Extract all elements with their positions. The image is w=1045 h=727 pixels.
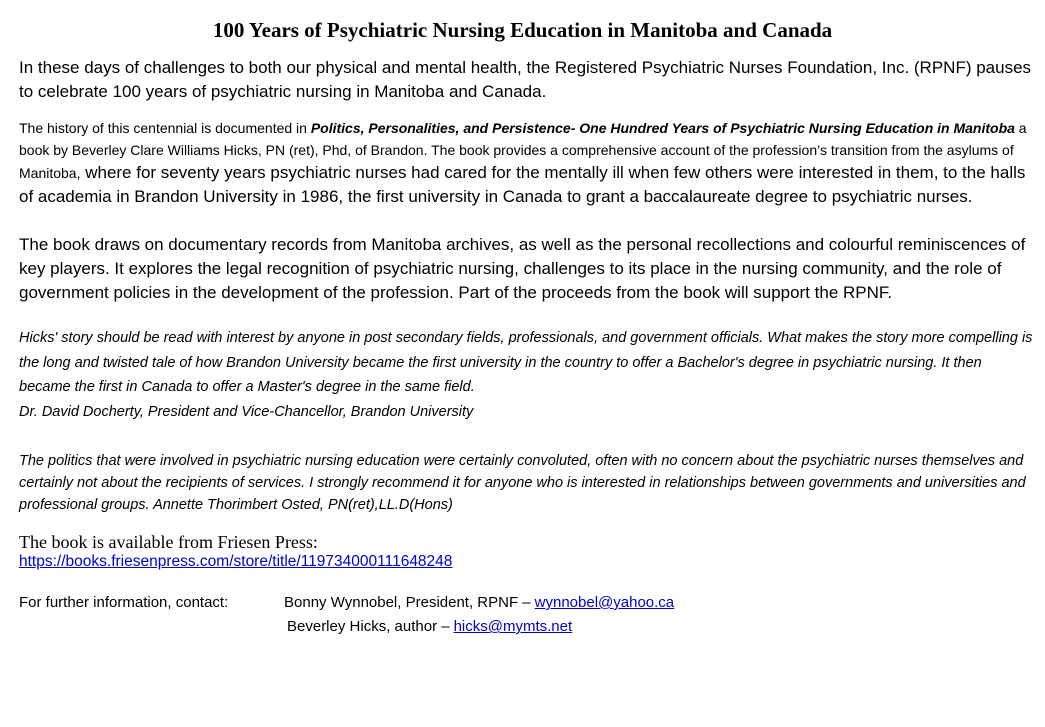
book-title: Politics, Personalities, and Persistence- One Hundred Years of Psychiatric Nursing Education in Manitoba [310,120,1015,136]
history-lead: The history of this centennial is documented in [19,120,311,136]
contact-row-author [19,615,1045,639]
quote-docherty [19,326,1034,424]
contact-label: For further information, contact: [19,594,229,611]
email-link-president[interactable]: wynnobel@yahoo.ca [534,594,675,611]
friesen-press-link[interactable]: https://books.friesenpress.com/store/title/119734000111648248 [19,553,453,570]
quote-osted [19,450,1034,516]
quote-osted-attribution: Annette Thorimbert Osted, PN(ret),LL.D(Hons) [149,497,453,513]
intro-paragraph: In these days of challenges to both our physical and mental health, the Registered Psychiatric Nurses Foundation, Inc. (RPNF) pauses to celebrate 100 years of psychiatric nursing in Manitoba and Canada. [19,58,1032,101]
quote-osted-text: The politics that were involved in psychiatric nursing education were certainly convoluted, often with no concern about the psychiatric nurses themselves and certainly not about the recipients of services. I strongly recommend it for anyone who is interested in relationships between governments and universities and professional groups. [19,453,1026,513]
contact-president: Bonny Wynnobel, President, RPNF – [284,594,531,611]
history-after-title: a book by Beverley Clare Williams Hicks, PN (ret), Phd, of Brandon. The book provides a comprehensive account of the profession’s transition from the asylums of Manitoba, [19,120,1027,181]
contact-author: Beverley Hicks, author – [287,618,450,635]
history-paragraph [19,117,1034,209]
availability-text: The book is available from Friesen Press: [19,532,318,552]
history-rest: where for seventy years psychiatric nurses had cared for the mentally ill when few others were interested in them, to the halls of academia in Brandon University in 1986, the first university in Canada to grant a baccalaureate degree to psychiatric nurses. [19,163,1026,206]
quote-docherty-attribution: Dr. David Docherty, President and Vice-Chancellor, Brandon University [19,403,474,420]
contact-row-president [19,591,1045,615]
contact-block [19,591,1045,639]
records-paragraph: The book draws on documentary records from Manitoba archives, as well as the personal recollections and colourful reminiscences of key players. It explores the legal recognition of psychiatric nursing, challenges to its place in the nursing community, and the role of government policies in the development of the profession. Part of the proceeds from the book will support the RPNF. [19,235,1026,302]
email-link-author[interactable]: hicks@mymts.net [453,618,573,635]
quote-docherty-text: Hicks' story should be read with interest by anyone in post secondary fields, professionals, and government officials. What makes the story more compelling is the long and twisted tale of how Brandon University became the first university in the country to offer a Bachelor's degree in psychiatric nursing. It then became the first in Canada to offer a Master's degree in the same field. [19,330,1033,395]
page-title: 100 Years of Psychiatric Nursing Education in Manitoba and Canada [212,18,833,42]
